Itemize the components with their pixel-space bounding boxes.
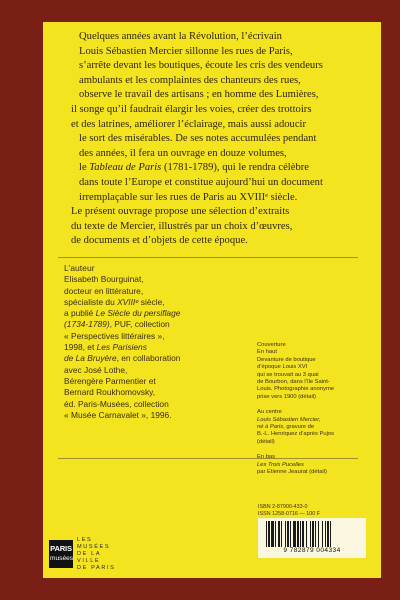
author-line-3 [64, 297, 244, 308]
author-line-3-italic: XVIIIᵉ [117, 296, 139, 307]
credit-center-line-5: (détail) [257, 438, 275, 445]
credit-center-line-3 [257, 424, 377, 431]
desc-line-4: ambulants et les complaintes des chanteurs des rues, [79, 74, 301, 86]
desc-line-12: irremplaçable sur les rues de Paris au XVIIIᵉ siècle. [79, 191, 298, 203]
credit-top-line-3: d’époque Louis XVI [257, 364, 308, 371]
author-line-2: docteur en littérature, [64, 285, 144, 296]
author-line-8-italic: de La Bruyère [64, 353, 117, 364]
author-line-3-a: spécialiste du [64, 296, 118, 307]
divider-bottom [58, 458, 358, 459]
barcode-bar [266, 521, 267, 547]
barcode-bar [268, 521, 270, 547]
publisher-line-2: MUSÉES [77, 543, 111, 550]
publisher-line-4: VILLE [77, 557, 101, 564]
barcode-bar [322, 521, 323, 547]
desc-line-15: de documents et d’objets de cette époque. [71, 235, 248, 247]
logo-line-1: PARIS [50, 544, 72, 553]
author-line-8 [64, 353, 244, 364]
paris-musees-logo [49, 540, 73, 568]
author-line-4 [64, 308, 244, 319]
barcode-bar [300, 521, 301, 547]
desc-line-11: dans toute l’Europe et constitue aujourd’hui un document [79, 176, 323, 188]
barcode-bar [302, 521, 304, 547]
barcode-bar [312, 521, 314, 547]
desc-line-1: Quelques années avant la Révolution, l’écrivain [79, 31, 282, 42]
cover-credits [257, 342, 377, 485]
desc-line-13: Le présent ouvrage propose une sélection d’extraits [71, 206, 290, 218]
barcode-bar [275, 521, 276, 547]
author-line-5-b: , PUF, collection [109, 319, 170, 330]
author-line-10: Bérengère Parmentier et [64, 375, 156, 386]
credit-center-line-3-italic: né à Paris [257, 424, 284, 431]
author-line-7 [64, 342, 244, 353]
barcode-bar [287, 521, 289, 547]
author-line-5 [64, 319, 244, 330]
credit-top [257, 349, 377, 401]
credit-center-line-2: Louis Sébastien Mercier, [257, 416, 321, 423]
desc-line-5: observe le travail des artisans ; en homme des Lumières, [79, 89, 319, 101]
desc-line-10 [71, 161, 371, 176]
barcode [258, 518, 366, 558]
author-line-12: éd. Paris-Musées, collection [64, 398, 169, 409]
desc-line-6: il songe qu’il faudrait élargir les voies, créer des trottoirs [71, 103, 312, 115]
barcode-bar [306, 521, 307, 547]
author-block [64, 263, 244, 421]
barcode-bar [290, 521, 291, 547]
barcode-bar [285, 521, 286, 547]
author-line-11: Bernard Roukhomovsky, [64, 387, 156, 398]
barcode-bar [325, 521, 326, 547]
credit-bottom-line-1: En bas [257, 454, 276, 461]
desc-line-9: des années, il fera un ouvrage en douze volumes, [79, 147, 287, 159]
author-line-1: Elisabeth Bourguinat, [64, 274, 144, 285]
author-line-4-a: a publié [64, 308, 96, 319]
book-title-tableau: Tableau de Paris [89, 162, 162, 174]
credit-top-line-4: qui se trouvait au 3 quai [257, 371, 319, 378]
barcode-bar [310, 521, 311, 547]
publisher-line-3: DE LA [77, 550, 102, 557]
barcode-bar [297, 521, 299, 547]
issn-price-line: ISSN 1258-0716 — 100 F [258, 510, 321, 517]
author-line-13: « Musée Carnavalet », 1996. [64, 409, 172, 420]
desc-line-3: s’arrête devant les boutiques, écoute les cris des vendeurs [79, 60, 323, 72]
barcode-bar [315, 521, 316, 547]
barcode-digits: 9 782879 004334 [283, 547, 341, 554]
barcode-bar [318, 521, 319, 547]
author-heading: L’auteur [64, 263, 95, 273]
credit-bottom-line-2: Les Trois Pucelles [257, 461, 304, 468]
barcode-bar [281, 521, 282, 547]
author-line-9: avec José Lothe, [64, 364, 128, 375]
barcode-bar [330, 521, 331, 547]
author-line-4-italic: Le Siècle du persiflage [95, 308, 181, 319]
author-line-8-b: , en collaboration [116, 353, 181, 364]
barcode-bar [327, 521, 329, 547]
credit-bottom-line-3: par Etienne Jeaurat (détail) [257, 469, 327, 476]
publisher-line-1: LES [77, 537, 93, 543]
desc-line-7: et des latrines, améliorer l’éclairage, mais aussi adoucir [71, 118, 307, 130]
desc-line-10-a: le [79, 162, 90, 174]
author-line-7-a: 1998, et [64, 342, 97, 353]
isbn-line: ISBN 2-87900-433-0 [258, 504, 308, 510]
desc-line-10-b: (1781-1789), qui le rendra célèbre [161, 162, 309, 174]
publisher-text [77, 537, 147, 572]
isbn-block [258, 504, 378, 517]
author-line-7-italic: Les Parisiens [96, 342, 147, 353]
barcode-bar [278, 521, 280, 547]
logo-line-2: musées [50, 555, 74, 562]
divider-top [58, 257, 358, 258]
barcode-bar [293, 521, 296, 547]
desc-line-2: Louis Sébastien Mercier sillonne les rues de Paris, [79, 45, 293, 57]
barcode-bars [266, 521, 360, 547]
author-line-5-italic: (1734-1789) [64, 319, 110, 330]
publisher-line-5: DE PARIS [77, 564, 116, 571]
barcode-bar [271, 521, 274, 547]
desc-line-14: du texte de Mercier, illustrés par un choix d’œuvres, [71, 220, 293, 232]
author-line-3-b: siècle, [138, 296, 165, 307]
credit-center [257, 409, 377, 446]
credit-top-line-7: prise vers 1900 (détail) [257, 393, 316, 400]
credit-center-line-3-b: , gravure de [283, 424, 315, 431]
book-description [71, 30, 371, 249]
desc-line-8: le sort des misérables. De ses notes accumulées pendant [79, 133, 317, 145]
credit-top-line-1: En haut [257, 349, 277, 356]
credit-top-line-6: Louis. Photographie anonyme [257, 386, 335, 393]
credit-center-line-4: B.-L. Henriquez d’après Pujos [257, 431, 335, 438]
credit-top-line-5: de Bourbon, dans l’île Saint- [257, 379, 330, 386]
credit-top-line-2: Devanture de boutique [257, 356, 316, 363]
couverture-heading: Couverture [257, 342, 286, 348]
credit-center-line-1: Au centre [257, 409, 282, 416]
author-line-6: « Perspectives littéraires », [64, 330, 165, 341]
